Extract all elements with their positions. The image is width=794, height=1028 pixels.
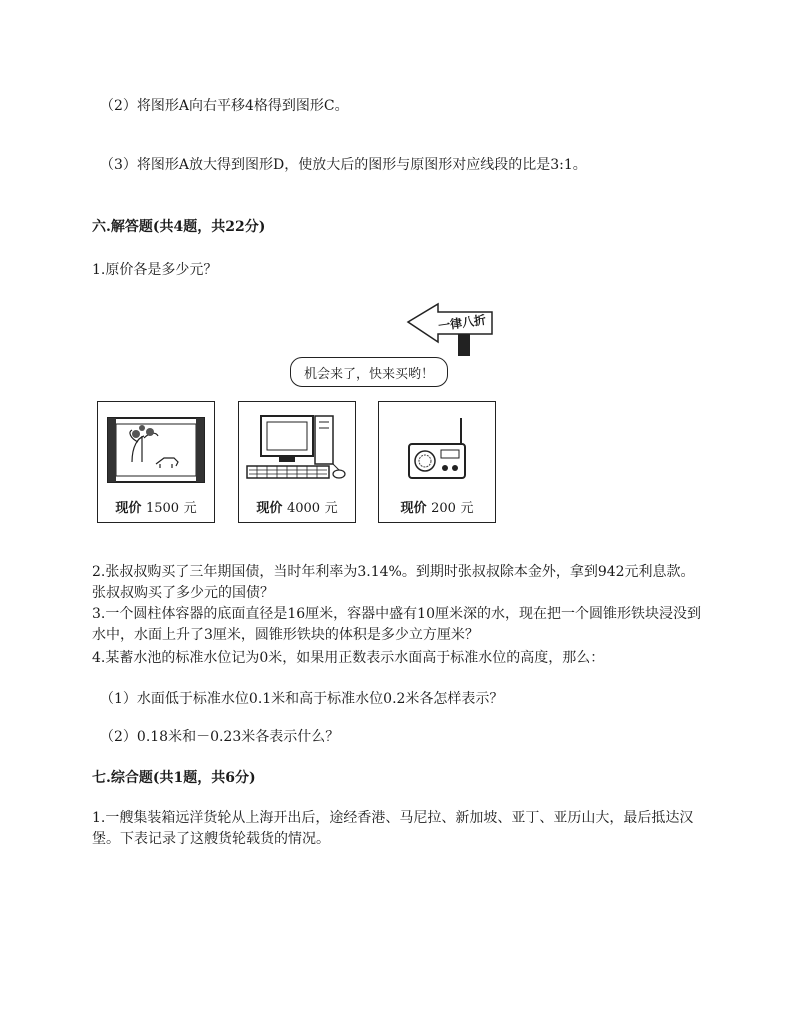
problem-4-sub-2: （2）0.18米和－0.23米各表示什么？ (100, 729, 340, 745)
computer-icon (239, 402, 355, 502)
question-2-line: （2）将图形A向右平移4格得到图形C。 (100, 98, 349, 114)
speech-bubble: 机会来了，快来买哟！ (290, 357, 448, 387)
price-unit: 元 (183, 501, 197, 516)
problem-4-sub-1: （1）水面低于标准水位0.1米和高于标准水位0.2米各怎样表示？ (100, 691, 504, 707)
price-unit: 元 (460, 501, 474, 516)
price-value: 4000 (286, 501, 321, 516)
discount-figure (94, 300, 500, 526)
price-value: 200 (431, 501, 456, 516)
product-computer (238, 401, 356, 523)
section-7-heading: 七.综合题(共1题，共6分) (92, 770, 256, 786)
problem-3-text: 3.一个圆柱体容器的底面直径是16厘米，容器中盛有10厘米深的水，现在把一个圆锥形铁块浸没到水中，水面上升了3厘米，圆锥形铁块的体积是多少立方厘米？ (92, 606, 701, 643)
price-label-tv (98, 497, 214, 516)
price-prefix: 现价 (256, 501, 283, 516)
price-value: 1500 (145, 501, 180, 516)
product-tv (97, 401, 215, 523)
question-3-line: （3）将图形A放大得到图形D，使放大后的图形与原图形对应线段的比是3:1。 (100, 157, 587, 173)
problem-1-text: 1.原价各是多少元？ (92, 262, 218, 278)
price-label-computer (239, 497, 355, 516)
product-radio (378, 401, 496, 523)
section-7-problem-1: 1.一艘集装箱远洋货轮从上海开出后，途经香港、马尼拉、新加坡、亚丁、亚历山大，最后抵达汉堡。下表记录了这艘货轮载货的情况。 (92, 810, 694, 847)
section-6-heading: 六.解答题(共4题，共22分) (92, 219, 266, 235)
tv-icon (98, 402, 214, 502)
radio-icon (379, 402, 495, 502)
price-prefix: 现价 (115, 501, 142, 516)
sign-text: 一律八折 (437, 312, 487, 334)
price-unit: 元 (324, 501, 338, 516)
price-prefix: 现价 (400, 501, 427, 516)
problem-4-text: 4.某蓄水池的标准水位记为0米，如果用正数表示水面高于标准水位的高度，那么： (92, 650, 605, 666)
price-label-radio (379, 497, 495, 516)
problem-2-text: 2.张叔叔购买了三年期国债，当时年利率为3.14%。到期时张叔叔除本金外，拿到942元利息款。张叔叔购买了多少元的国债？ (92, 564, 695, 601)
